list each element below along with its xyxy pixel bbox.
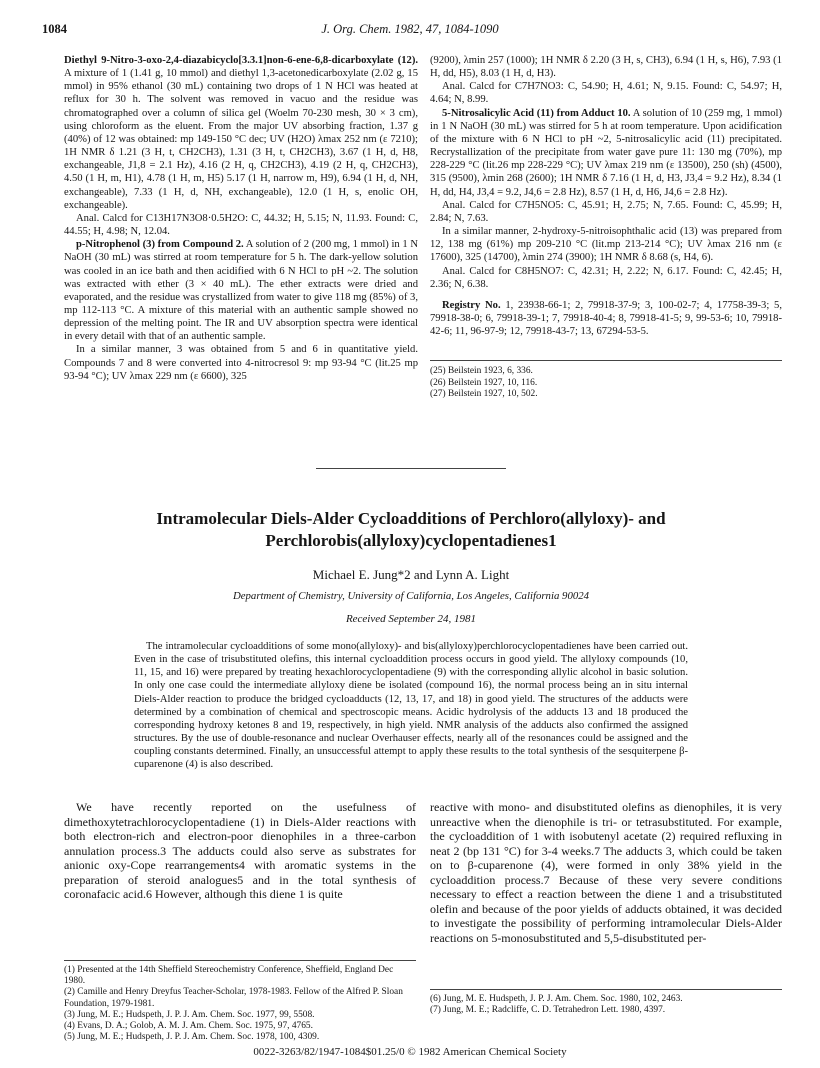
references-list bbox=[430, 360, 782, 401]
paragraph bbox=[64, 54, 418, 212]
paragraph-text: A solution of 2 (200 mg, 1 mmol) in 1 N NaOH (30 mL) was stirred at room temperature for 5 h. The dark-yellow solution was cooled in an ice bath and then acidified with 6 N HCl to pH ~2. The solution was extracted with ether (3 × 40 mL). The ether extracts were dried and evaporated, and the residue was crystallized from water to give 118 mg (85%) of 3, mp 112-113 °C. A mixture of this material with an authentic sample showed no depression of the melting point. The IR and UV absorption spectra were identical in every detail with that of an authentic sample. bbox=[64, 239, 418, 343]
article-authors: Michael E. Jung*2 and Lynn A. Light bbox=[312, 567, 510, 582]
section-divider bbox=[316, 468, 506, 469]
footnote-item: (3) Jung, M. E.; Hudspeth, J. P. J. Am. Chem. Soc. 1977, 99, 5508. bbox=[64, 1009, 315, 1020]
paragraph-text: 1, 23938-66-1; 2, 79918-37-9; 3, 100-02-7; 4, 17758-39-3; 5, 79918-38-0; 6, 79918-39-1; 7, 79918-40-4; 8, 79918-41-5; 9, 99-53-6; 10, 79918-42-6; 11, 96-97-9; 12, 79918-43-7; 13, 67294-53-5. bbox=[430, 299, 782, 338]
paragraph-text: Anal. Calcd for C7H5NO5: C, 45.91; H, 2.75; N, 7.65. Found: C, 45.99; H, 2.84; N, 7.63. bbox=[430, 199, 782, 224]
paragraph-text: (9200), λmin 257 (1000); 1H NMR δ 2.20 (3 H, s, CH3), 6.94 (1 H, s, H6), 7.93 (1 H, dd, H5), 8.03 (1 H, d, H3). bbox=[430, 55, 782, 80]
body-paragraph: We have recently reported on the usefulness of dimethoxytetrachlorocyclopentadiene (1) in Diels-Alder reactions with both electron-rich and electron-poor dienophiles in a three-carbon annulation process.3 The adducts could also serve as substrates for anionic oxy-Cope rearrangements4 with aromatic systems in the preparation of steroid analogues5 and in the total synthesis of coronafacic acid.6 However, although this diene 1 is quite bbox=[64, 800, 416, 901]
experimental-left-column bbox=[64, 54, 418, 383]
footnote-item: (7) Jung, M. E.; Radcliffe, C. D. Tetrahedron Lett. 1980, 4397. bbox=[430, 1005, 666, 1016]
paragraph-heading: p-Nitrophenol (3) from Compound 2. bbox=[76, 239, 244, 251]
paragraph bbox=[430, 265, 782, 291]
paragraph-text: In a similar manner, 3 was obtained from 5 and 6 in quantitative yield. Compounds 7 and 8 were converted into 4-nitrocresol 9: mp 93-94 °C (lit.25 mp 93-94 °C); UV λmax 229 nm (ε 6600), 325 bbox=[64, 344, 418, 382]
page-number: 1084 bbox=[42, 22, 67, 36]
paragraph-text: A mixture of 1 (1.41 g, 10 mmol) and diethyl 1,3-acetonedicarboxylate (2.02 g, 15 mmol) in 95% ethanol (30 mL) containing two drops of 1 N HCl was heated at reflux for 30 h. The solvent was removed in vacuo and the residue was chromatographed over a column of silica gel (Woelm 70-230 mesh, 30 × 3 cm), using chloroform as the eluent. From the major UV absorbing fraction, 1.37 g (40%) of 12 was obtained: mp 149-150 °C dec; UV (H2O) λmax 252 nm (ε 7210); 1H NMR δ 1.21 (3 H, t, CH2CH3), 1.31 (3 H, t, CH2CH3), 3.67 (1 H, d, H8, exchangeable, J1,8 = 2.1 Hz), 4.16 (2 H, q, CH2CH3), 4.19 (2 H, q, CH2CH3), 4.50 (1 H, m, H1), 4.78 (1 H, m, H5) 5.17 (1 H, narrow m, H9), 6.94 (1 H, d, NH, exchangeable), 7.33 (1 H, d, NH, exchangeable), 12.0 (1 H, s, enolic OH, exchangeable). bbox=[64, 68, 418, 211]
paragraph-text: A solution of 10 (259 mg, 1 mmol) in 1 N NaOH (30 mL) was stirred for 5 h at room temperature. Upon acidification of the mixture with 6 N HCl to pH ~2, 5-nitrosalicylic acid (11) precipitated. Recrystallization of the precipitate from water gave pure 11: 130 mg (70%), mp 228-229 °C (lit.26 mp 228-229 °C); UV λmax 219 nm (ε 13500), 250 (sh) (4500), 315 (9500), λmin 268 (2600); 1H NMR δ 7.16 (1 H, d, H3, J3,4 = 9.2 Hz), 8.34 (1 H, dd, H4, J3,4 = 9.2, J4,6 = 2.8 Hz), 8.57 (1 H, d, H6, J4,6 = 2.8 Hz). bbox=[430, 107, 782, 198]
paragraph bbox=[64, 343, 418, 382]
paragraph bbox=[430, 80, 782, 106]
footnote-item: (1) Presented at the 14th Sheffield Stereochemistry Conference, Sheffield, England Dec 1980. bbox=[64, 965, 394, 987]
received-date: Received September 24, 1981 bbox=[345, 613, 477, 625]
article-abstract: The intramolecular cycloadditions of some mono(allyloxy)- and bis(allyloxy)perchlorocyclopentadienes have been carried out. Even in the case of trisubstituted olefins, this internal cycloaddition process occurs in good yield. The allyloxy compounds (10, 11, 15, and 16) were prepared by treating hexachlorocyclopentadiene (9) with the corresponding allylic alcohol in basic solution. In only one case could the intermediate allyloxy diene be isolated (compound 16), the normal process being an in situ internal Diels-Alder reaction to produce the bridged cycloadducts (12, 13, 17, and 18) in good yield. The structures of the adducts were determined by a combination of chemical and spectroscopic means. Acidic hydrolysis of the adducts 13 and 18 produced the corresponding hydroxy ketones 8 and 19, respectively, in high yield. NMR analysis of the adducts also confirmed the assigned structures. By the use of double-resonance and nuclear Overhauser effects, nearly all of the resonances could be assigned and the coupling constants determined. Finally, an unsuccessful attempt to apply these results to the total synthesis of the sesquiterpene β-cuparenone (4) is also described. bbox=[134, 641, 688, 771]
paragraph-heading: 5-Nitrosalicylic Acid (11) from Adduct 10. bbox=[442, 107, 631, 119]
paragraph-heading: Registry No. bbox=[442, 299, 501, 311]
paragraph bbox=[430, 54, 782, 80]
footnote-item: (2) Camille and Henry Dreyfus Teacher-Scholar, 1978-1983. Fellow of the Alfred P. Sloan Foundation, 1979-1981. bbox=[64, 987, 403, 1009]
running-header bbox=[40, 22, 780, 40]
footnotes-left bbox=[64, 960, 416, 1043]
article-affiliation: Department of Chemistry, University of California, Los Angeles, California 90024 bbox=[232, 590, 590, 602]
paragraph-text: Anal. Calcd for C13H17N3O8·0.5H2O: C, 44.32; H, 5.15; N, 11.93. Found: C, 44.55; H, 4.98; N, 12.04. bbox=[64, 212, 418, 238]
journal-citation: J. Org. Chem. 1982, 47, 1084-1090 bbox=[321, 22, 499, 36]
registry-paragraph bbox=[430, 299, 782, 338]
body-left-column bbox=[64, 800, 416, 902]
paragraph-text: Anal. Calcd for C8H5NO7: C, 42.31; H, 2.22; N, 6.17. Found: C, 42.45; H, 2.36; N, 6.38. bbox=[430, 265, 782, 290]
article-title: Intramolecular Diels-Alder Cycloadditions of Perchloro(allyloxy)- and Perchlorobis(allyloxy)cyclopentadienes1 bbox=[156, 509, 666, 550]
paragraph bbox=[64, 212, 418, 238]
paragraph-heading: Diethyl 9-Nitro-3-oxo-2,4-diazabicyclo[3.3.1]non-6-ene-6,8-dicarboxylate (12). bbox=[64, 55, 418, 66]
body-paragraph: reactive with mono- and disubstituted olefins as dienophiles, it is very unreactive when the dienophile is tri- or tetrasubstituted. For example, the cycloaddition of 1 with isobutenyl acetate (2) required refluxing in neat 2 (bp 131 °C) for 3-4 weeks.7 The adducts 3, which could be taken on to β-cuparenone (4), were formed in only 38% yield in the cycloaddition process.7 Because of these very severe conditions necessary to effect a reaction between the diene 1 and a trisubstituted olefin and because of the poor yields of adducts obtained, it was decided to investigate the possibility of performing intramolecular Diels-Alder reactions on 5-monosubstituted and 5,5-disubstituted per- bbox=[430, 800, 782, 945]
body-right-column bbox=[430, 800, 782, 945]
paragraph-text: Anal. Calcd for C7H7NO3: C, 54.90; H, 4.61; N, 9.15. Found: C, 54.97; H, 4.64; N, 8.99. bbox=[430, 81, 782, 106]
paragraph-text: In a similar manner, 2-hydroxy-5-nitroisophthalic acid (13) was prepared from 12, 138 mg (61%) mp 209-210 °C (lit.mp 213-214 °C); UV λmax 216 nm (ε 17600), 325 (14700), λmin 274 (3900); 1H NMR δ 8.68 (s, H4, 6). bbox=[430, 226, 782, 264]
footnote-item: (5) Jung, M. E.; Hudspeth, J. P. J. Am. Chem. Soc. 1978, 100, 4309. bbox=[64, 1032, 320, 1043]
copyright-footer: 0022-3263/82/1947-1084$01.25/0 © 1982 American Chemical Society bbox=[253, 1046, 567, 1058]
footnote-item: (4) Evans, D. A.; Golob, A. M. J. Am. Chem. Soc. 1975, 97, 4765. bbox=[64, 1021, 313, 1032]
footnote-item: (6) Jung, M. E. Hudspeth, J. P. J. Am. Chem. Soc. 1980, 102, 2463. bbox=[430, 994, 683, 1004]
reference-item: (26) Beilstein 1927, 10, 116. bbox=[430, 377, 538, 388]
footnotes-right bbox=[430, 989, 782, 1016]
paragraph bbox=[430, 225, 782, 264]
experimental-right-column bbox=[430, 54, 782, 338]
paragraph bbox=[430, 107, 782, 199]
reference-item: (27) Beilstein 1927, 10, 502. bbox=[430, 389, 538, 399]
paragraph bbox=[64, 238, 418, 343]
paragraph bbox=[430, 199, 782, 225]
reference-item: (25) Beilstein 1923, 6, 336. bbox=[430, 366, 533, 376]
